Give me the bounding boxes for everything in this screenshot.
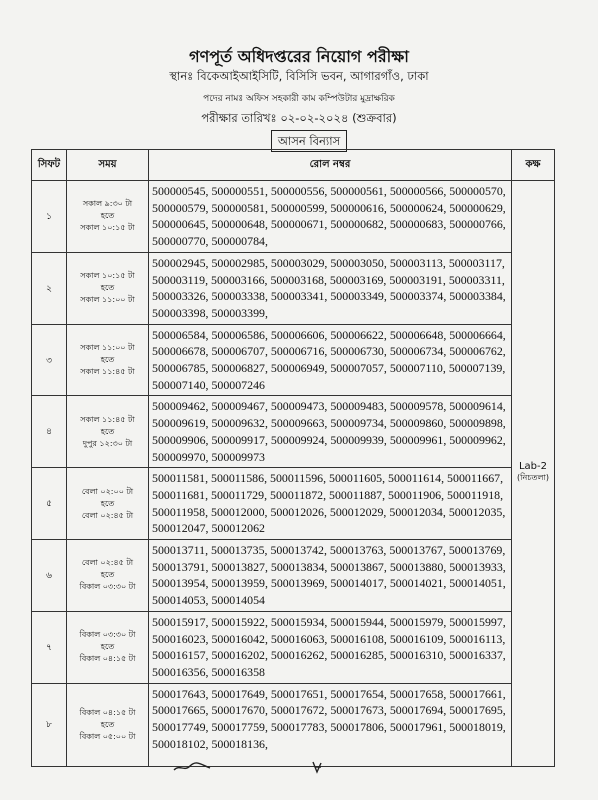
time-cell [67, 468, 149, 540]
time-start: বিকাল ০৪:১৫ টা [79, 707, 136, 717]
table-row [32, 396, 555, 468]
roll-numbers: 500009462, 500009467, 500009473, 500009483, 500009578, 500009614, 500009619, 500009632, 500009663, 500009734, 500009860, 500009898, 500009906, 500009917, 500009924, 500009939, 500009961, 500009962, 500009970, 500009973 [149, 396, 512, 468]
time-end: বেলা ০২:৪৫ টা [81, 510, 134, 520]
roll-numbers: 500015917, 500015922, 500015934, 500015944, 500015979, 500015997, 500016023, 500016042, 500016063, 500016108, 500016109, 500016113, 500016157, 500016202, 500016262, 500016285, 500016310, 500016337, 500016356, 500016358 [149, 611, 512, 683]
time-cell [67, 396, 149, 468]
post-name: পদের নামঃ অফিস সহকারী কাম কম্পিউটার মুদ্রাক্ষরিক [203, 94, 395, 104]
shift-number: ৬ [32, 540, 67, 612]
shift-number: ৮ [32, 683, 67, 766]
exam-date: পরীক্ষার তারিখঃ ০২-০২-২০২৪ (শুক্রবার) [201, 111, 397, 125]
time-mid: হতে [100, 498, 115, 508]
time-mid: হতে [100, 355, 115, 365]
roll-numbers: 500000545, 500000551, 500000556, 500000561, 500000566, 500000570, 500000579, 500000581, 500000599, 500000616, 500000624, 500000629, 500000645, 500000648, 500000671, 500000682, 500000683, 500000766, 500000770, 500000784, [149, 181, 512, 253]
roll-numbers: 500017643, 500017649, 500017651, 500017654, 500017658, 500017661, 500017665, 500017670, 500017672, 500017673, 500017694, 500017695, 500017749, 500017759, 500017783, 500017806, 500017961, 500018019, 500018102, 500018136, [149, 683, 512, 766]
table-row [32, 683, 555, 766]
shift-number: ৩ [32, 324, 67, 396]
table-row [32, 181, 555, 253]
table-row [32, 468, 555, 540]
time-end: বিকাল ০৪:১৫ টা [79, 654, 136, 664]
time-start: সকাল ৯:৩০ টা [82, 199, 133, 209]
shift-number: ৭ [32, 611, 67, 683]
initial-mark [310, 758, 324, 776]
room-name: Lab-2 [518, 461, 548, 473]
roll-numbers: 500011581, 500011586, 500011596, 500011605, 500011614, 500011667, 500011681, 500011729, 500011872, 500011887, 500011906, 500011918, 500011958, 500012000, 500012026, 500012029, 500012034, 500012035, 500012047, 500012062 [149, 468, 512, 540]
shift-number: ২ [32, 252, 67, 324]
shift-number: ১ [32, 181, 67, 253]
time-mid: হতে [100, 719, 115, 729]
roll-numbers: 500013711, 500013735, 500013742, 500013763, 500013767, 500013769, 500013791, 500013827, 500013834, 500013867, 500013880, 500013933, 500013954, 500013959, 500013969, 500014017, 500014021, 500014051, 500014053, 500014054 [149, 540, 512, 612]
time-start: বেলা ০২:০০ টা [81, 486, 134, 496]
col-header-time: সময় [67, 150, 149, 181]
roll-numbers: 500006584, 500006586, 500006606, 500006622, 500006648, 500006664, 500006678, 500006707, 500006716, 500006730, 500006734, 500006762, 500006785, 500006827, 500006949, 500007057, 500007110, 500007139, 500007140, 500007246 [149, 324, 512, 396]
table-row [32, 324, 555, 396]
room-cell [512, 181, 555, 767]
time-end: সকাল ১০:১৫ টা [80, 223, 135, 233]
time-cell [67, 252, 149, 324]
time-start: বিকাল ০৩:৩০ টা [79, 630, 136, 640]
time-end: দুপুর ১২:৩০ টা [82, 438, 133, 448]
table-row [32, 252, 555, 324]
time-start: সকাল ১১:০০ টা [80, 343, 135, 353]
time-cell [67, 324, 149, 396]
document-title: গণপূর্ত অধিদপ্তরের নিয়োগ পরীক্ষা [189, 47, 409, 66]
time-cell [67, 181, 149, 253]
col-header-shift: সিফট [32, 150, 67, 181]
time-mid: হতে [100, 283, 115, 293]
roll-numbers: 500002945, 500002985, 500003029, 500003050, 500003113, 500003117, 500003119, 500003166, 500003168, 500003169, 500003191, 500003311, 500003326, 500003338, 500003341, 500003349, 500003374, 500003384, 500003398, 500003399, [149, 252, 512, 324]
time-mid: হতে [100, 426, 115, 436]
room-floor: (নিচতলা) [517, 473, 549, 483]
time-end: সকাল ১১:৪৫ টা [80, 367, 135, 377]
time-cell [67, 611, 149, 683]
table-row [32, 540, 555, 612]
time-mid: হতে [100, 570, 115, 580]
col-header-roll: রোল নম্বর [149, 150, 512, 181]
time-cell [67, 540, 149, 612]
table-header-row [32, 150, 555, 181]
shift-number: ৫ [32, 468, 67, 540]
time-start: সকাল ১১:৪৫ টা [80, 414, 135, 424]
time-end: সকাল ১১:০০ টা [80, 295, 135, 305]
time-start: সকাল ১০:১৫ টা [80, 271, 135, 281]
time-start: বেলা ০২:৪৫ টা [81, 558, 134, 568]
time-mid: হতে [100, 211, 115, 221]
time-cell [67, 683, 149, 766]
seat-plan-table [31, 149, 555, 767]
seat-plan-heading: আসন বিন্যাস [271, 130, 347, 152]
signature-mark [172, 758, 212, 776]
table-row [32, 611, 555, 683]
shift-number: ৪ [32, 396, 67, 468]
time-end: বিকাল ০৫:০০ টা [79, 731, 136, 741]
col-header-room: কক্ষ [512, 150, 555, 181]
exam-venue: স্থানঃ বিকেআইআইসিটি, বিসিসি ভবন, আগারগাঁও, ঢাকা [169, 69, 429, 83]
time-end: বিকাল ০৩:৩০ টা [79, 582, 136, 592]
time-mid: হতে [100, 642, 115, 652]
